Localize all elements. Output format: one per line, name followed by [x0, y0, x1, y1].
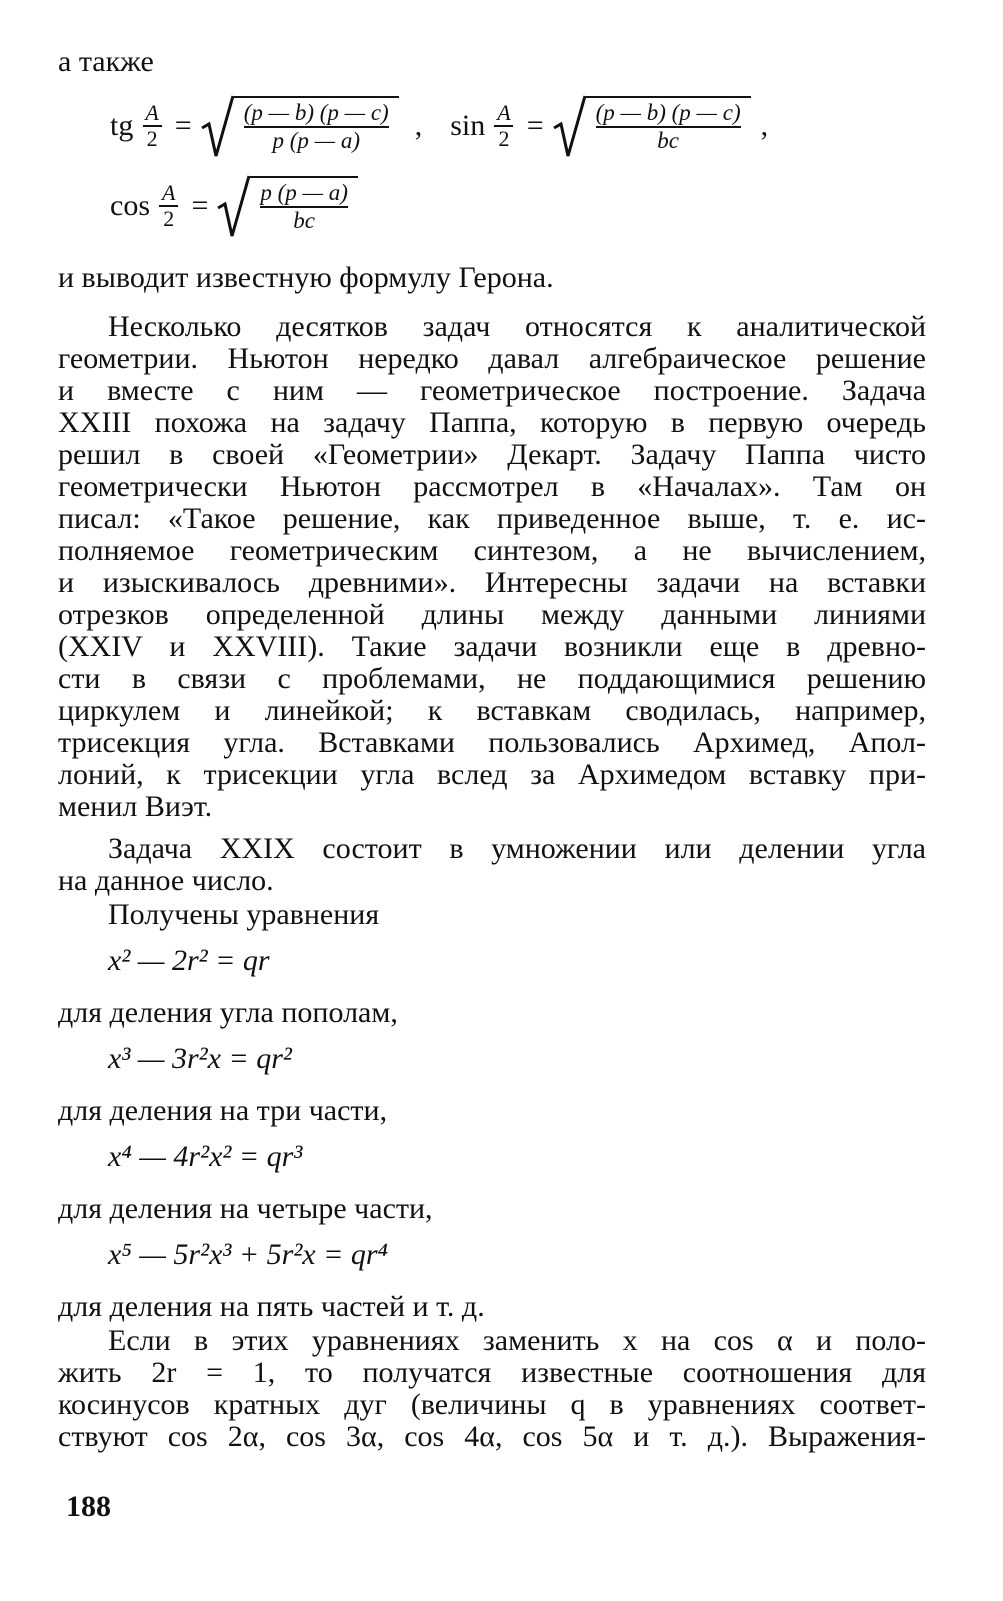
equations-intro: Получены уравнения [108, 898, 380, 931]
paragraph-line: ствуют cos 2α, cos 3α, cos 4α, cos 5α и т. д.). Выражения- [58, 1420, 926, 1453]
radicand-fraction: $\frac{(p — b) (p — c)}{bc}$ [586, 96, 751, 154]
paragraph-line: геометрически Ньютон рассмотрел в «Началах». Там он [58, 470, 926, 503]
radicand-fraction: $\frac{p (p — a)}{bc}$ [250, 176, 358, 234]
equation-caption: для деления на три части, [58, 1094, 388, 1127]
equation-quadrisection: x⁴ — 4r²x² = qr³ [108, 1140, 303, 1173]
sin-function: sin [450, 109, 486, 142]
equals-sign: = [174, 109, 192, 142]
equation-bisection: x² — 2r² = qr [108, 944, 270, 977]
paragraph-line: полняемое геометрическим синтезом, а не вычислением, [58, 534, 926, 567]
paragraph-line: на данное число. [58, 864, 274, 897]
paragraph-line: лоний, к трисекции угла вслед за Архимедом вставку при- [58, 758, 926, 791]
paragraph-line: косинусов кратных дуг (величины q в уравнениях соответ- [58, 1388, 926, 1421]
paragraph-line: отрезков определенной длины между данными линиями [58, 598, 926, 631]
radical-sign-icon [552, 94, 586, 158]
paragraph-line: жить 2r = 1, то получатся известные соотношения для [58, 1356, 926, 1389]
equals-sign: = [191, 189, 209, 222]
square-root [216, 174, 358, 238]
half-angle-fraction: $\frac{A}{2}$ [158, 181, 179, 231]
half-angle-fraction: $\frac{A}{2}$ [493, 101, 514, 151]
paragraph-line: решил в своей «Геометрии» Декарт. Задачу Паппа чисто [58, 438, 926, 471]
cos-half-angle-formula [110, 174, 358, 238]
square-root [552, 94, 751, 158]
equals-sign: = [526, 109, 544, 142]
paragraph-line: Если в этих уравнениях заменить x на cos α и поло- [108, 1324, 926, 1357]
half-angle-fraction: $\frac{A}{2}$ [141, 101, 162, 151]
paragraph-line: и вместе с ним — геометрическое построение. Задача [58, 374, 926, 407]
radical-sign-icon [200, 94, 234, 158]
paragraph-line: сти в связи с проблемами, не поддающимися решению [58, 662, 926, 695]
equation-caption: для деления угла пополам, [58, 996, 398, 1029]
paragraph-line: циркулем и линейкой; к вставкам сводилась, например, [58, 694, 926, 727]
paragraph-line: трисекция угла. Вставками пользовались Архимед, Апол- [58, 726, 926, 759]
radicand-fraction: $\frac{(p — b) (p — c)}{p (p — a)}$ [234, 96, 399, 154]
tg-function: tg [110, 109, 134, 142]
paragraph-line: и изыскивалось древними». Интересны задачи на вставки [58, 566, 926, 599]
square-root [200, 94, 399, 158]
tg-half-angle-formula [110, 94, 768, 158]
paragraph-line: геометрии. Ньютон нередко давал алгебраическое решение [58, 342, 926, 375]
equation-trisection: x³ — 3r²x = qr² [108, 1042, 292, 1075]
separator-comma: , [414, 109, 423, 142]
paragraph-line: Задача XXIX состоит в умножении или делении угла [108, 832, 926, 865]
cos-function: cos [110, 189, 150, 222]
equation-quintisection: x⁵ — 5r²x³ + 5r²x = qr⁴ [108, 1238, 388, 1271]
paragraph-line: писал: «Такое решение, как приведенное выше, т. е. ис- [58, 502, 926, 535]
heron-formula-line: и выводит известную формулу Герона. [58, 261, 554, 294]
intro-text: а также [58, 45, 154, 78]
equation-caption: для деления на четыре части, [58, 1192, 433, 1225]
paragraph-line: Несколько десятков задач относятся к аналитической [108, 310, 926, 343]
trailing-comma: , [760, 109, 769, 142]
paragraph-line: XXIII похожа на задачу Паппа, которую в первую очередь [58, 406, 926, 439]
page-number: 188 [66, 1490, 111, 1523]
equation-caption: для деления на пять частей и т. д. [58, 1290, 485, 1323]
paragraph-line: менил Виэт. [58, 790, 213, 823]
paragraph-line: (XXIV и XXVIII). Такие задачи возникли еще в древно- [58, 630, 926, 663]
radical-sign-icon [216, 174, 250, 238]
